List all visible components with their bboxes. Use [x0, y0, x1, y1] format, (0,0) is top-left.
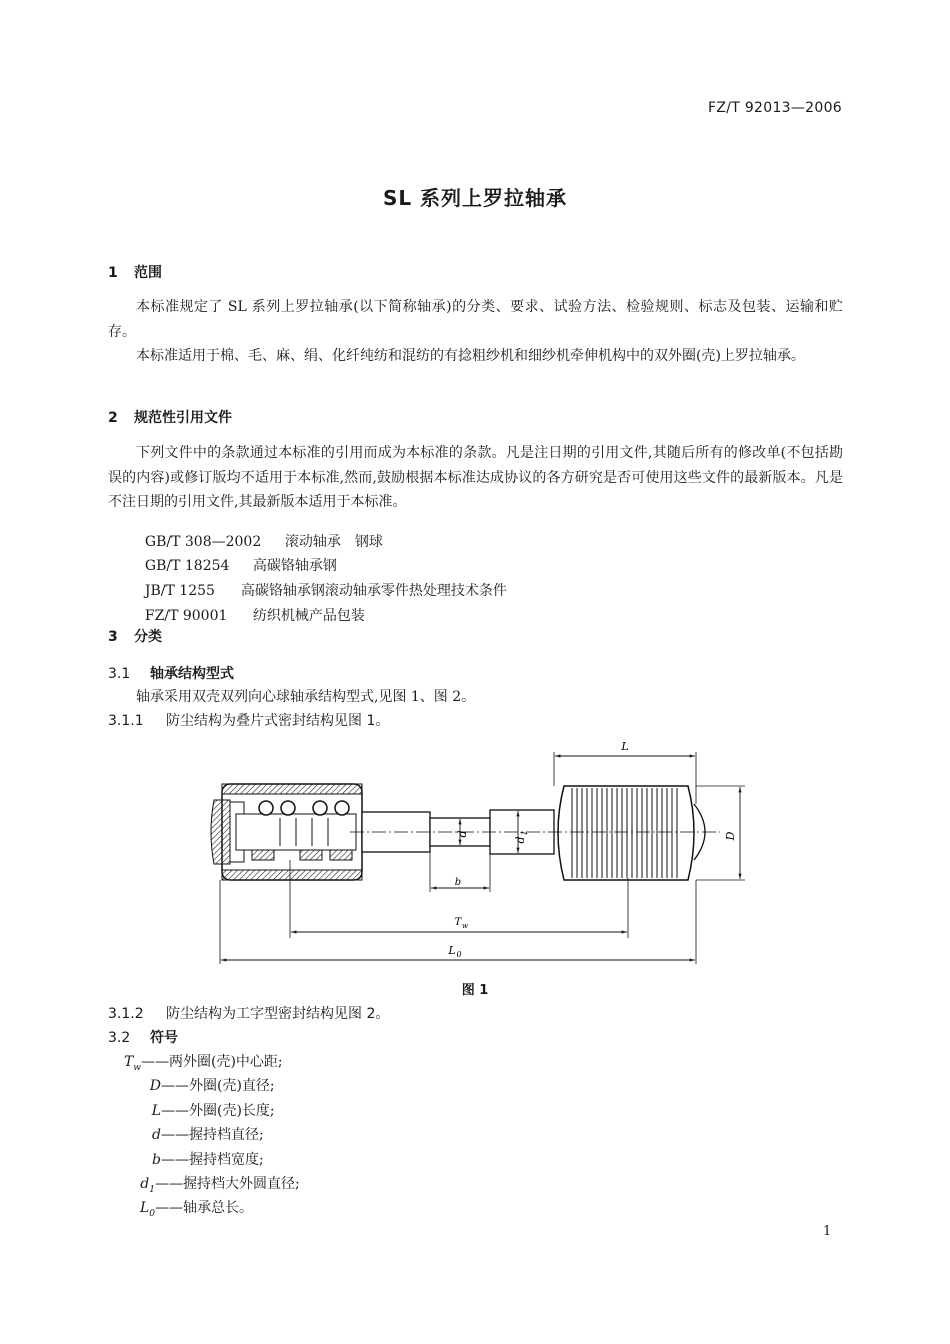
symbol-item — [104, 1149, 264, 1169]
symbol-var: $L_0$ — [139, 1200, 155, 1219]
symbol-item — [84, 1051, 283, 1073]
symbol-item — [98, 1173, 300, 1195]
standard-number: FZ/T 92013—2006 — [707, 100, 842, 116]
reference-code: FZ/T 90001 — [144, 608, 228, 624]
section-title: 分类 — [134, 629, 162, 645]
section-1-para-1: 本标准规定了 SL 系列上罗拉轴承(以下简称轴承)的分类、要求、试验方法、检验规则、标志及包装、运输和贮存。 — [108, 299, 843, 340]
symbol-desc: ——握持档大外圆直径; — [155, 1176, 300, 1192]
symbol-var: d — [152, 1127, 161, 1143]
symbol-var: D — [149, 1078, 161, 1094]
label-Tw-sub: w — [462, 922, 468, 930]
section-3-heading — [108, 626, 162, 646]
label-d1-main: d — [514, 836, 527, 844]
section-3-1-2 — [108, 1003, 389, 1023]
reference-code: GB/T 18254 — [144, 558, 230, 574]
symbol-desc: ——轴承总长。 — [155, 1200, 253, 1216]
label-d: d — [456, 830, 469, 838]
section-1-para-2: 本标准适用于棉、毛、麻、绢、化纤纯纺和混纺的有捻粗纱机和细纱机牵伸机构中的双外圈(壳)上罗拉轴承。 — [136, 348, 805, 364]
section-number: 3.1.2 — [108, 1006, 144, 1022]
label-L: L — [621, 740, 629, 753]
section-title: 规范性引用文件 — [134, 410, 232, 426]
symbol-var: b — [152, 1152, 161, 1168]
label-d1-sub: 1 — [520, 830, 529, 836]
symbol-desc: ——外圈(壳)直径; — [161, 1078, 275, 1094]
symbol-desc: ——握持档宽度; — [161, 1152, 264, 1168]
section-title: 符号 — [150, 1030, 178, 1046]
label-Tw — [455, 917, 468, 930]
reference-code: JB/T 1255 — [144, 583, 215, 599]
section-text: 防尘结构为工字型密封结构见图 2。 — [166, 1006, 390, 1022]
symbol-desc: ——两外圈(壳)中心距; — [141, 1054, 283, 1070]
section-number: 3 — [108, 629, 118, 645]
label-L0-main: L — [448, 944, 456, 957]
section-text: 防尘结构为叠片式密封结构见图 1。 — [166, 713, 390, 729]
document-title: SL 系列上罗拉轴承 — [382, 186, 568, 210]
section-2-heading — [108, 407, 232, 427]
right-roller — [558, 786, 705, 880]
label-D: D — [724, 831, 737, 841]
section-3-1-1 — [108, 710, 389, 730]
symbol-var: L — [151, 1103, 161, 1119]
section-1-heading — [108, 262, 162, 282]
label-L0 — [447, 944, 461, 959]
label-L0-sub: 0 — [456, 950, 462, 959]
section-3-1-para: 轴承采用双壳双列向心球轴承结构型式,见图 1、图 2。 — [136, 689, 476, 705]
section-number: 3.1.1 — [108, 713, 144, 729]
left-housing — [211, 784, 362, 880]
symbol-var: $d_1$ — [140, 1176, 155, 1195]
label-b: b — [454, 877, 462, 888]
symbol-item — [104, 1124, 264, 1144]
symbol-desc: ——握持档直径; — [161, 1127, 264, 1143]
section-2-para: 下列文件中的条款通过本标准的引用而成为本标准的条款。凡是注日期的引用文件,其随后所有的修改单(不包括勘误的内容)或修订版均不适用于本标准,然而,鼓励根据本标准达成协议的各方研究是否可使用这些文件的最新版本。凡是不注日期的引用文件,其最新版本适用于本标准。 — [108, 445, 843, 510]
reference-name: 滚动轴承 钢球 — [284, 534, 383, 550]
symbol-item — [98, 1197, 253, 1219]
symbol-item — [104, 1075, 275, 1095]
section-title: 范围 — [134, 265, 162, 281]
reference-name: 高碳铬轴承钢滚动轴承零件热处理技术条件 — [240, 583, 507, 599]
figure-1-caption: 图 1 — [461, 983, 489, 998]
section-3-1-heading — [108, 663, 234, 683]
symbol-item — [104, 1100, 275, 1120]
label-Tw-main: T — [454, 917, 462, 928]
section-number: 3.2 — [108, 1030, 131, 1046]
section-number: 3.1 — [108, 666, 131, 682]
symbol-var: $T_w$ — [123, 1054, 141, 1073]
page-number: 1 — [823, 1224, 832, 1239]
reference-name: 高碳铬轴承钢 — [252, 558, 337, 574]
figure-1-bearing-drawing — [200, 732, 760, 972]
reference-name: 纺织机械产品包装 — [252, 608, 365, 624]
section-title: 轴承结构型式 — [150, 666, 234, 682]
reference-code: GB/T 308—2002 — [144, 534, 262, 550]
section-number: 2 — [108, 410, 118, 426]
section-3-2-heading — [108, 1027, 178, 1047]
section-number: 1 — [108, 265, 118, 281]
symbol-desc: ——外圈(壳)长度; — [161, 1103, 275, 1119]
reference-item — [136, 589, 365, 625]
